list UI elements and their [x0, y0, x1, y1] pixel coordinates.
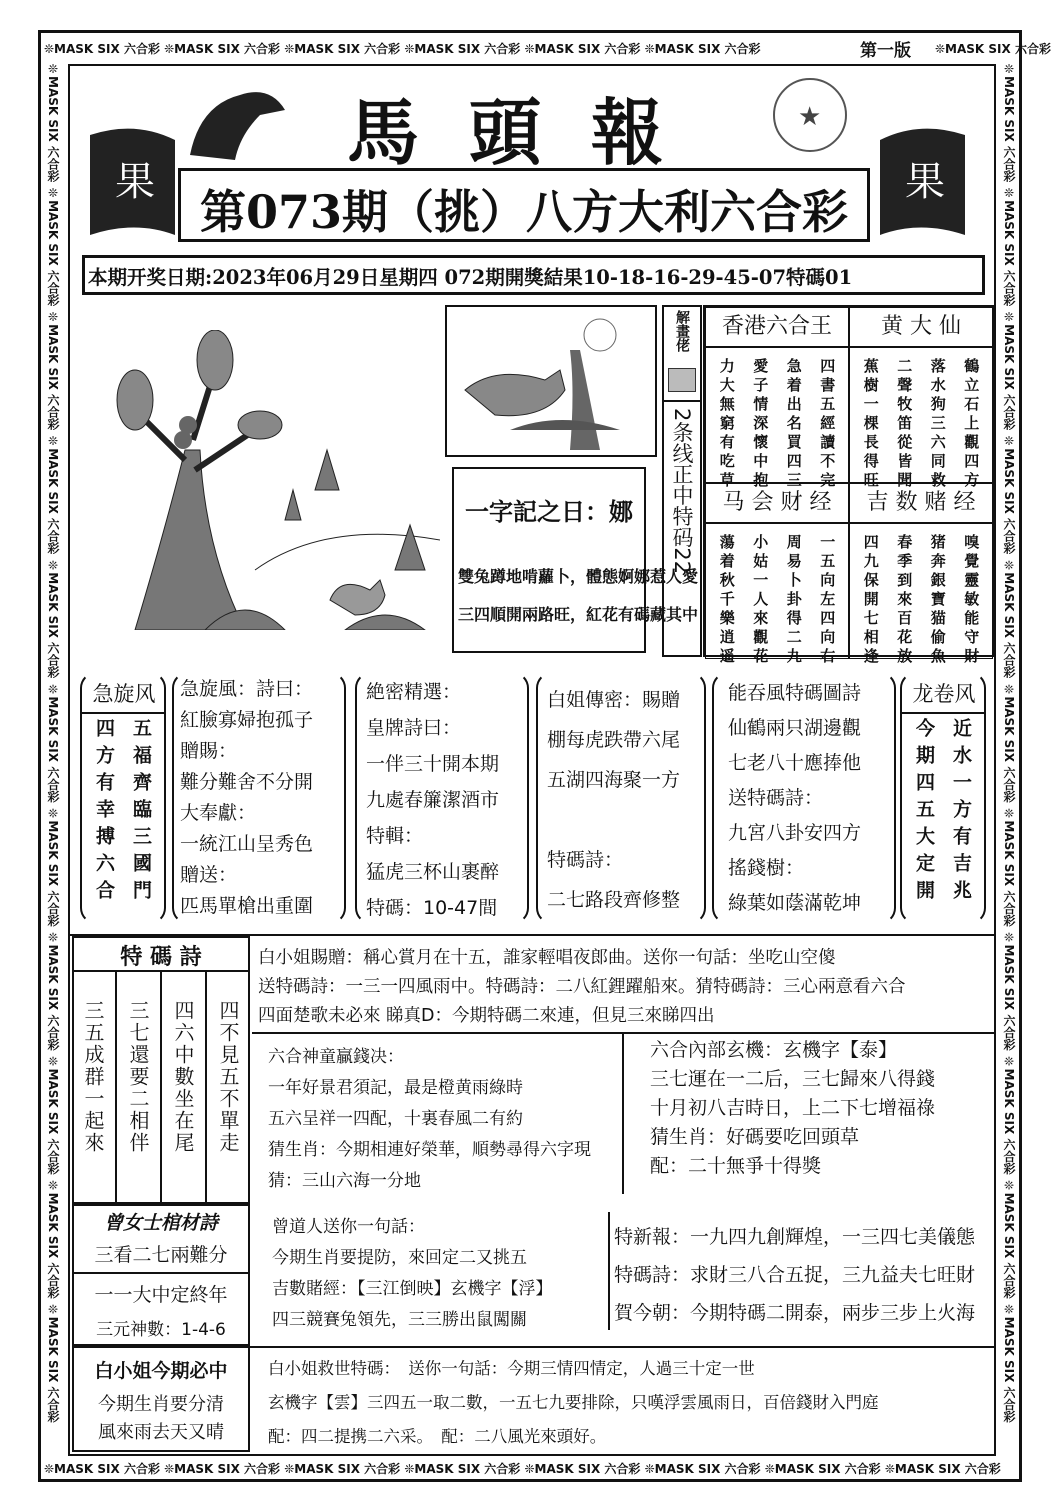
text-line: 仙鶴兩只湖邊觀: [728, 717, 862, 739]
text-line: 二七路段齊修整: [547, 889, 681, 911]
text-line: 特輯：: [366, 825, 424, 847]
text-line: 猜：三山六海一分地: [268, 1171, 421, 1191]
poem-3: [547, 680, 680, 920]
poem-4: [728, 676, 861, 921]
text-line: 白小姐賜贈：稱心賞月在十五，誰家輕唱夜郎曲。送你一句話：坐吃山空傻: [258, 948, 836, 968]
text-line: 玄機字【雲】三四五一取二數，一五七九要排除，只嘆浮雲風雨日，百倍錢財入門庭: [268, 1393, 879, 1412]
flag-left-icon: [85, 125, 180, 245]
jixuanfeng-title: 急旋风: [92, 682, 156, 706]
text-line: 五湖四海聚一方: [547, 769, 681, 791]
poem-2: [366, 674, 499, 926]
text-line: 絶密精選：: [366, 681, 462, 703]
poem-columns: [850, 524, 992, 677]
column-divider: [622, 1032, 624, 1194]
longjuanfeng-title: 龙卷风: [912, 682, 976, 706]
longjuanfeng-col: 近水一方有吉兆: [950, 718, 972, 907]
svg-text:★: ★: [798, 102, 822, 132]
tema-col-text: 四不見五不單走: [216, 1000, 240, 1154]
text-line: 白姐傳密：賜贈: [547, 689, 681, 711]
poem-title: 吉 数 赌 经: [850, 484, 992, 524]
tema-title: 特 碼 詩: [120, 944, 202, 970]
text-line: 七老八十應捧他: [728, 752, 862, 774]
poem-columns: [706, 348, 848, 501]
text-line: 猛虎三杯山裹醉: [366, 861, 500, 883]
jixuanfeng-divider: [82, 712, 164, 714]
text-line: 急旋風：詩曰：: [180, 678, 314, 700]
poem-column: 愛子情深懷中抱: [751, 358, 770, 491]
text-line: 十月初八吉時日，上二下七增福祿: [650, 1097, 936, 1119]
text-line: 大奉獻：: [180, 802, 257, 824]
poem-column: 春季到來百花放: [895, 534, 914, 667]
text-line: [547, 800, 680, 840]
tema-col-text: 三五成群一起來: [81, 1000, 105, 1154]
text-line: 配：四二提携二六采。 配：二八風光來頭好。: [268, 1427, 607, 1446]
text-line: 送特碼詩：: [728, 787, 824, 809]
official-seal: [770, 75, 850, 155]
text-line: 一年好景君須記，最是橙黄雨綠時: [268, 1078, 523, 1098]
tema-cols: [72, 970, 250, 1204]
text-line: 猜生肖：今期相連好榮華，順勢尋得六字現: [268, 1140, 591, 1160]
jixuanfeng-col: 四方有幸搏六合: [93, 718, 115, 907]
text-line: 搖錢樹：: [728, 857, 805, 879]
bizhong-title: 白小姐今期必中: [94, 1360, 228, 1382]
text-line: 皇牌詩曰：: [366, 717, 462, 739]
longjuanfeng-divider: [902, 712, 984, 714]
issue-banner-text: 第073期（挑）八方大利六合彩: [199, 185, 849, 239]
text-line: 一統江山呈秀色: [180, 833, 314, 855]
text-line: 特碼：10-47間: [366, 897, 498, 919]
poem-columns: [850, 348, 992, 501]
poem-column: 嗅覺靈敏能守財: [962, 534, 981, 667]
longjuanfeng-col: 今期四五大定開: [913, 718, 935, 907]
poem-column: 二聲牧笛從皆聞: [895, 358, 914, 491]
poem-cell: [705, 483, 849, 667]
poem-column: 猪奔銀寶猫偷魚: [928, 534, 947, 667]
tema-col: [205, 970, 250, 1204]
text-line: 賀今朝：今期特碼二開泰，兩步三步上火海: [614, 1302, 976, 1324]
poem-title: 马 会 财 经: [706, 484, 848, 524]
tema-col: [160, 970, 205, 1204]
text-line: 四面楚歌未必來 睇真D：今期特碼二來連，但見三來睇四出: [258, 1006, 715, 1026]
text-line: 贈送：: [180, 864, 238, 886]
side-vertical-text: 2条线正中特码22: [670, 408, 694, 575]
riddle-line: 雙兔蹲地啃蘿卜，體態婀娜惹人愛: [458, 567, 699, 586]
text-line: 九處春簾潔酒市: [366, 789, 500, 811]
text-line: 綠葉如蔭滿乾坤: [728, 892, 862, 914]
poem-title: 香港六合王: [706, 308, 848, 348]
longjuanfeng-poem: [906, 718, 980, 907]
newspaper-title: 馬頭報: [346, 90, 713, 175]
text-line: 六合內部玄機：玄機字【泰】: [650, 1039, 898, 1061]
text-line: 曾道人送你一句話：: [272, 1217, 425, 1237]
text-line: 特碼詩：: [547, 849, 624, 871]
text-line: 配：二十無爭十得獎: [650, 1155, 822, 1177]
jixuanfeng-col: 五福齊臨三國門: [130, 718, 152, 907]
poem-column: 落水狗三六同救: [928, 358, 947, 491]
tema-col-text: 三七還要二相伴: [126, 1000, 150, 1154]
zeng-nvshi-line: 三看二七兩難分: [94, 1244, 228, 1266]
tema-col-text: 四六中數坐在尾: [171, 1000, 195, 1154]
poem-column: 四九保開七相逢: [861, 534, 880, 667]
text-line: 贈賜：: [180, 740, 238, 762]
jiushi-tema: [268, 1352, 879, 1454]
text-line: 特新報：一九四九創輝煌，一三四七美儀態: [614, 1226, 976, 1248]
painting-thumb: [668, 368, 696, 392]
texinbao: [614, 1218, 975, 1332]
text-line: 五六呈祥一四配，十裏春風二有約: [268, 1109, 523, 1129]
zeng-daoren: [272, 1212, 553, 1336]
text-line: 紅臉寡婦抱孤子: [180, 709, 314, 731]
text-line: 棚每虎跌帶六尾: [547, 729, 681, 751]
poem-column: 周易卜卦得二九: [784, 534, 803, 667]
horse-head-logo: [180, 75, 290, 165]
neibu-poem: [650, 1036, 935, 1181]
side-label: 解畫佬: [674, 310, 690, 352]
side-divider: [662, 400, 702, 402]
poem-column: 蕉樹一棵長得旺: [861, 358, 880, 491]
poem-column: 力大無窮有吃草: [717, 358, 736, 491]
text-line: 九宮八卦安四方: [728, 822, 862, 844]
poem-column: 鶴立石上觀四方: [962, 358, 981, 491]
texinbao-divider: [608, 1212, 610, 1330]
text-line: 猜生肖：好碼要吃回頭草: [650, 1126, 860, 1148]
tiger-painting: [450, 310, 650, 450]
poem-columns: [706, 524, 848, 677]
poem-cell: [849, 483, 993, 667]
svg-text:果: 果: [905, 159, 945, 205]
text-line: 白小姐救世特碼： 送你一句話：今期三情四情定，人過三十定一世: [268, 1359, 755, 1378]
riddle-line: 三四順開兩路旺，紅花有碼藏其中: [458, 605, 699, 624]
poem-column: 蕩着秋千樂逍遥: [717, 534, 736, 667]
bizhong-line: 風來雨去天又晴: [98, 1422, 224, 1443]
text-line: 匹馬單槍出重圍: [180, 895, 314, 917]
draw-date-text: 本期开奖日期:2023年06月29日星期四 072期開獎結果10-18-16-29-45-07特碼01: [88, 266, 853, 289]
zeng-nvshi-title: 曾女士棺材詩: [103, 1212, 218, 1234]
bizhong-line: 今期生肖要分清: [98, 1394, 224, 1415]
sanyuan-line: 三元神數：1-4-6: [96, 1320, 226, 1340]
poem-column: 小姑一人來觀花: [751, 534, 770, 667]
bai-xiaojie-gift: [258, 944, 906, 1031]
edition-label: 第一版: [860, 41, 911, 61]
text-line: 吉數賭經：【三江倒映】玄機字【浮】: [272, 1279, 553, 1299]
poem-cell: [849, 307, 993, 491]
text-line: 六合神童贏錢决：: [268, 1047, 404, 1067]
border-strip-top: ❊MASK SIX 六合彩 ❊MASK SIX 六合彩 ❊MASK SIX 六合彩 ❊MASK SIX 六合彩 ❊MASK SIX 六合彩 ❊MASK SIX 六合彩: [44, 42, 761, 56]
border-strip-bottom: ❊MASK SIX 六合彩 ❊MASK SIX 六合彩 ❊MASK SIX 六合彩 ❊MASK SIX 六合彩 ❊MASK SIX 六合彩 ❊MASK SIX 六合彩 ❊MASK SIX 六合彩 ❊MASK SIX 六合彩: [44, 1462, 1001, 1476]
text-line: 特碼詩：求財三八合五捉，三九益夫七旺財: [614, 1264, 976, 1286]
text-line: 難分難舍不分開: [180, 771, 314, 793]
tema-col: [115, 970, 160, 1204]
text-line: 四三競賽兔領先，三三勝出鼠闖關: [272, 1310, 527, 1330]
poem-column: 急着出名買四三: [784, 358, 803, 491]
text-line: 一伴三十開本期: [366, 753, 500, 775]
text-line: 三七運在一二后，三七歸來八得錢: [650, 1068, 936, 1090]
row-divider: [250, 1346, 995, 1348]
tree-dog-illustration: [75, 330, 440, 630]
flag-right-icon: [875, 125, 970, 245]
poem-column: 一五向左四向右: [818, 534, 837, 667]
poem-grid: [703, 305, 995, 667]
poem-title: 黄 大 仙: [850, 308, 992, 348]
text-line: 送特碼詩：一三一四風雨中。特碼詩：二八紅鋰躍船來。猜特碼詩：三心兩意看六合: [258, 977, 906, 997]
text-line: 能吞風特碼圖詩: [728, 682, 862, 704]
border-strip-top-right: ❊MASK SIX 六合彩: [935, 42, 1051, 56]
text-line: 今期生肖要提防，來回定二又挑五: [272, 1248, 527, 1268]
shentong-poem: [268, 1042, 591, 1197]
sanyuan-line: 一一大中定終年: [94, 1284, 228, 1306]
poem-column: 四書五經讀不完: [818, 358, 837, 491]
poem-cell: [705, 307, 849, 491]
border-strip-right: ❊MASK SIX 六合彩 ❊MASK SIX 六合彩 ❊MASK SIX 六合彩 ❊MASK SIX 六合彩 ❊MASK SIX 六合彩 ❊MASK SIX 六合彩 ❊MASK SIX 六合彩 ❊MASK SIX 六合彩 ❊MASK SIX 六合彩 ❊MASK SIX 六合彩 ❊MASK SIX 六合彩: [1002, 62, 1016, 1423]
poem-1: [180, 674, 313, 922]
border-strip-left: ❊MASK SIX 六合彩 ❊MASK SIX 六合彩 ❊MASK SIX 六合彩 ❊MASK SIX 六合彩 ❊MASK SIX 六合彩 ❊MASK SIX 六合彩 ❊MASK SIX 六合彩 ❊MASK SIX 六合彩 ❊MASK SIX 六合彩 ❊MASK SIX 六合彩 ❊MASK SIX 六合彩: [46, 62, 60, 1423]
riddle-title: 一字記之日：娜: [465, 497, 633, 526]
jixuanfeng-poem: [86, 718, 160, 907]
tema-col: [72, 970, 115, 1204]
svg-text:果: 果: [115, 159, 155, 205]
